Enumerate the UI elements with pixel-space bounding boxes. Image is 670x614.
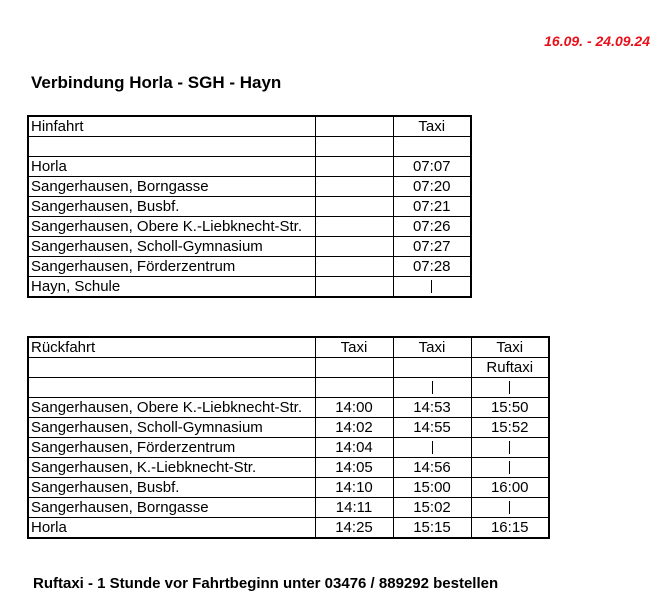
time-cell: Ruftaxi xyxy=(471,358,549,378)
stop-name-cell xyxy=(28,137,315,157)
pass-through-mark xyxy=(509,381,510,394)
table-row xyxy=(28,257,471,277)
time-cell: Taxi xyxy=(471,337,549,358)
table-row xyxy=(28,478,549,498)
time-cell: 15:02 xyxy=(393,498,471,518)
time-cell: 14:10 xyxy=(315,478,393,498)
time-cell: 15:50 xyxy=(471,398,549,418)
time-cell: 16:00 xyxy=(471,478,549,498)
stop-name-cell: Horla xyxy=(28,518,315,539)
pass-through-mark xyxy=(432,381,433,394)
time-cell xyxy=(315,237,393,257)
table-subheader-row xyxy=(28,358,549,378)
time-cell xyxy=(393,438,471,458)
pass-through-mark xyxy=(509,501,510,514)
table-row xyxy=(28,498,549,518)
time-cell xyxy=(315,277,393,298)
stop-name-cell: Sangerhausen, Scholl-Gymnasium xyxy=(28,418,315,438)
stop-name-cell: Sangerhausen, Obere K.-Liebknecht-Str. xyxy=(28,217,315,237)
ruftaxi-note: Ruftaxi - 1 Stunde vor Fahrtbeginn unter 03476 / 889292 bestellen xyxy=(33,575,499,592)
time-cell: Taxi xyxy=(315,337,393,358)
stop-name-cell: Sangerhausen, Förderzentrum xyxy=(28,257,315,277)
stop-name-cell xyxy=(28,378,315,398)
pass-through-mark xyxy=(431,280,432,293)
time-cell xyxy=(471,378,549,398)
time-cell: 07:21 xyxy=(393,197,471,217)
stop-name-cell: Sangerhausen, Borngasse xyxy=(28,498,315,518)
pass-through-mark xyxy=(509,441,510,454)
stop-name-cell: Sangerhausen, Busbf. xyxy=(28,197,315,217)
time-cell: 14:02 xyxy=(315,418,393,438)
table-header-row xyxy=(28,116,471,137)
stop-name-cell xyxy=(28,358,315,378)
outbound-timetable xyxy=(27,115,472,298)
time-cell xyxy=(315,358,393,378)
time-cell xyxy=(393,378,471,398)
time-cell: 15:00 xyxy=(393,478,471,498)
table-row xyxy=(28,438,549,458)
stop-name-cell: Sangerhausen, Scholl-Gymnasium xyxy=(28,237,315,257)
time-cell: Taxi xyxy=(393,337,471,358)
stop-name-cell: Sangerhausen, Obere K.-Liebknecht-Str. xyxy=(28,398,315,418)
table-row xyxy=(28,398,549,418)
stop-name-cell: Rückfahrt xyxy=(28,337,315,358)
time-cell: 07:26 xyxy=(393,217,471,237)
table-row xyxy=(28,518,549,539)
date-range: 16.09. - 24.09.24 xyxy=(544,33,650,49)
table-row xyxy=(28,418,549,438)
time-cell: 14:05 xyxy=(315,458,393,478)
table-row xyxy=(28,177,471,197)
table-row xyxy=(28,237,471,257)
time-cell xyxy=(315,378,393,398)
time-cell: 07:07 xyxy=(393,157,471,177)
stop-name-cell: Horla xyxy=(28,157,315,177)
table-row xyxy=(28,277,471,298)
time-cell: 07:28 xyxy=(393,257,471,277)
time-cell: 15:15 xyxy=(393,518,471,539)
stop-name-cell: Sangerhausen, Busbf. xyxy=(28,478,315,498)
time-cell xyxy=(315,217,393,237)
time-cell xyxy=(315,197,393,217)
table-row xyxy=(28,458,549,478)
time-cell xyxy=(315,177,393,197)
time-cell: 14:00 xyxy=(315,398,393,418)
pass-through-mark xyxy=(509,461,510,474)
table-row xyxy=(28,217,471,237)
page-title: Verbindung Horla - SGH - Hayn xyxy=(31,73,282,92)
stop-name-cell: Hayn, Schule xyxy=(28,277,315,298)
time-cell: 14:11 xyxy=(315,498,393,518)
time-cell xyxy=(315,257,393,277)
time-cell xyxy=(393,137,471,157)
table-header-row xyxy=(28,337,549,358)
time-cell xyxy=(315,137,393,157)
time-cell xyxy=(471,438,549,458)
time-cell xyxy=(393,277,471,298)
time-cell: 14:56 xyxy=(393,458,471,478)
time-cell xyxy=(471,458,549,478)
time-cell: 15:52 xyxy=(471,418,549,438)
stop-name-cell: Sangerhausen, Borngasse xyxy=(28,177,315,197)
stop-name-cell: Sangerhausen, Förderzentrum xyxy=(28,438,315,458)
time-cell: Taxi xyxy=(393,116,471,137)
time-cell: 07:20 xyxy=(393,177,471,197)
table-row xyxy=(28,197,471,217)
time-cell: 14:53 xyxy=(393,398,471,418)
time-cell: 14:55 xyxy=(393,418,471,438)
stop-name-cell: Hinfahrt xyxy=(28,116,315,137)
time-cell xyxy=(315,157,393,177)
table-row xyxy=(28,157,471,177)
time-cell xyxy=(315,116,393,137)
time-cell xyxy=(471,498,549,518)
time-cell: 14:04 xyxy=(315,438,393,458)
blank-row xyxy=(28,137,471,157)
time-cell xyxy=(393,358,471,378)
time-cell: 14:25 xyxy=(315,518,393,539)
stop-name-cell: Sangerhausen, K.-Liebknecht-Str. xyxy=(28,458,315,478)
time-cell: 07:27 xyxy=(393,237,471,257)
return-timetable xyxy=(27,336,550,539)
blank-row xyxy=(28,378,549,398)
time-cell: 16:15 xyxy=(471,518,549,539)
pass-through-mark xyxy=(432,441,433,454)
